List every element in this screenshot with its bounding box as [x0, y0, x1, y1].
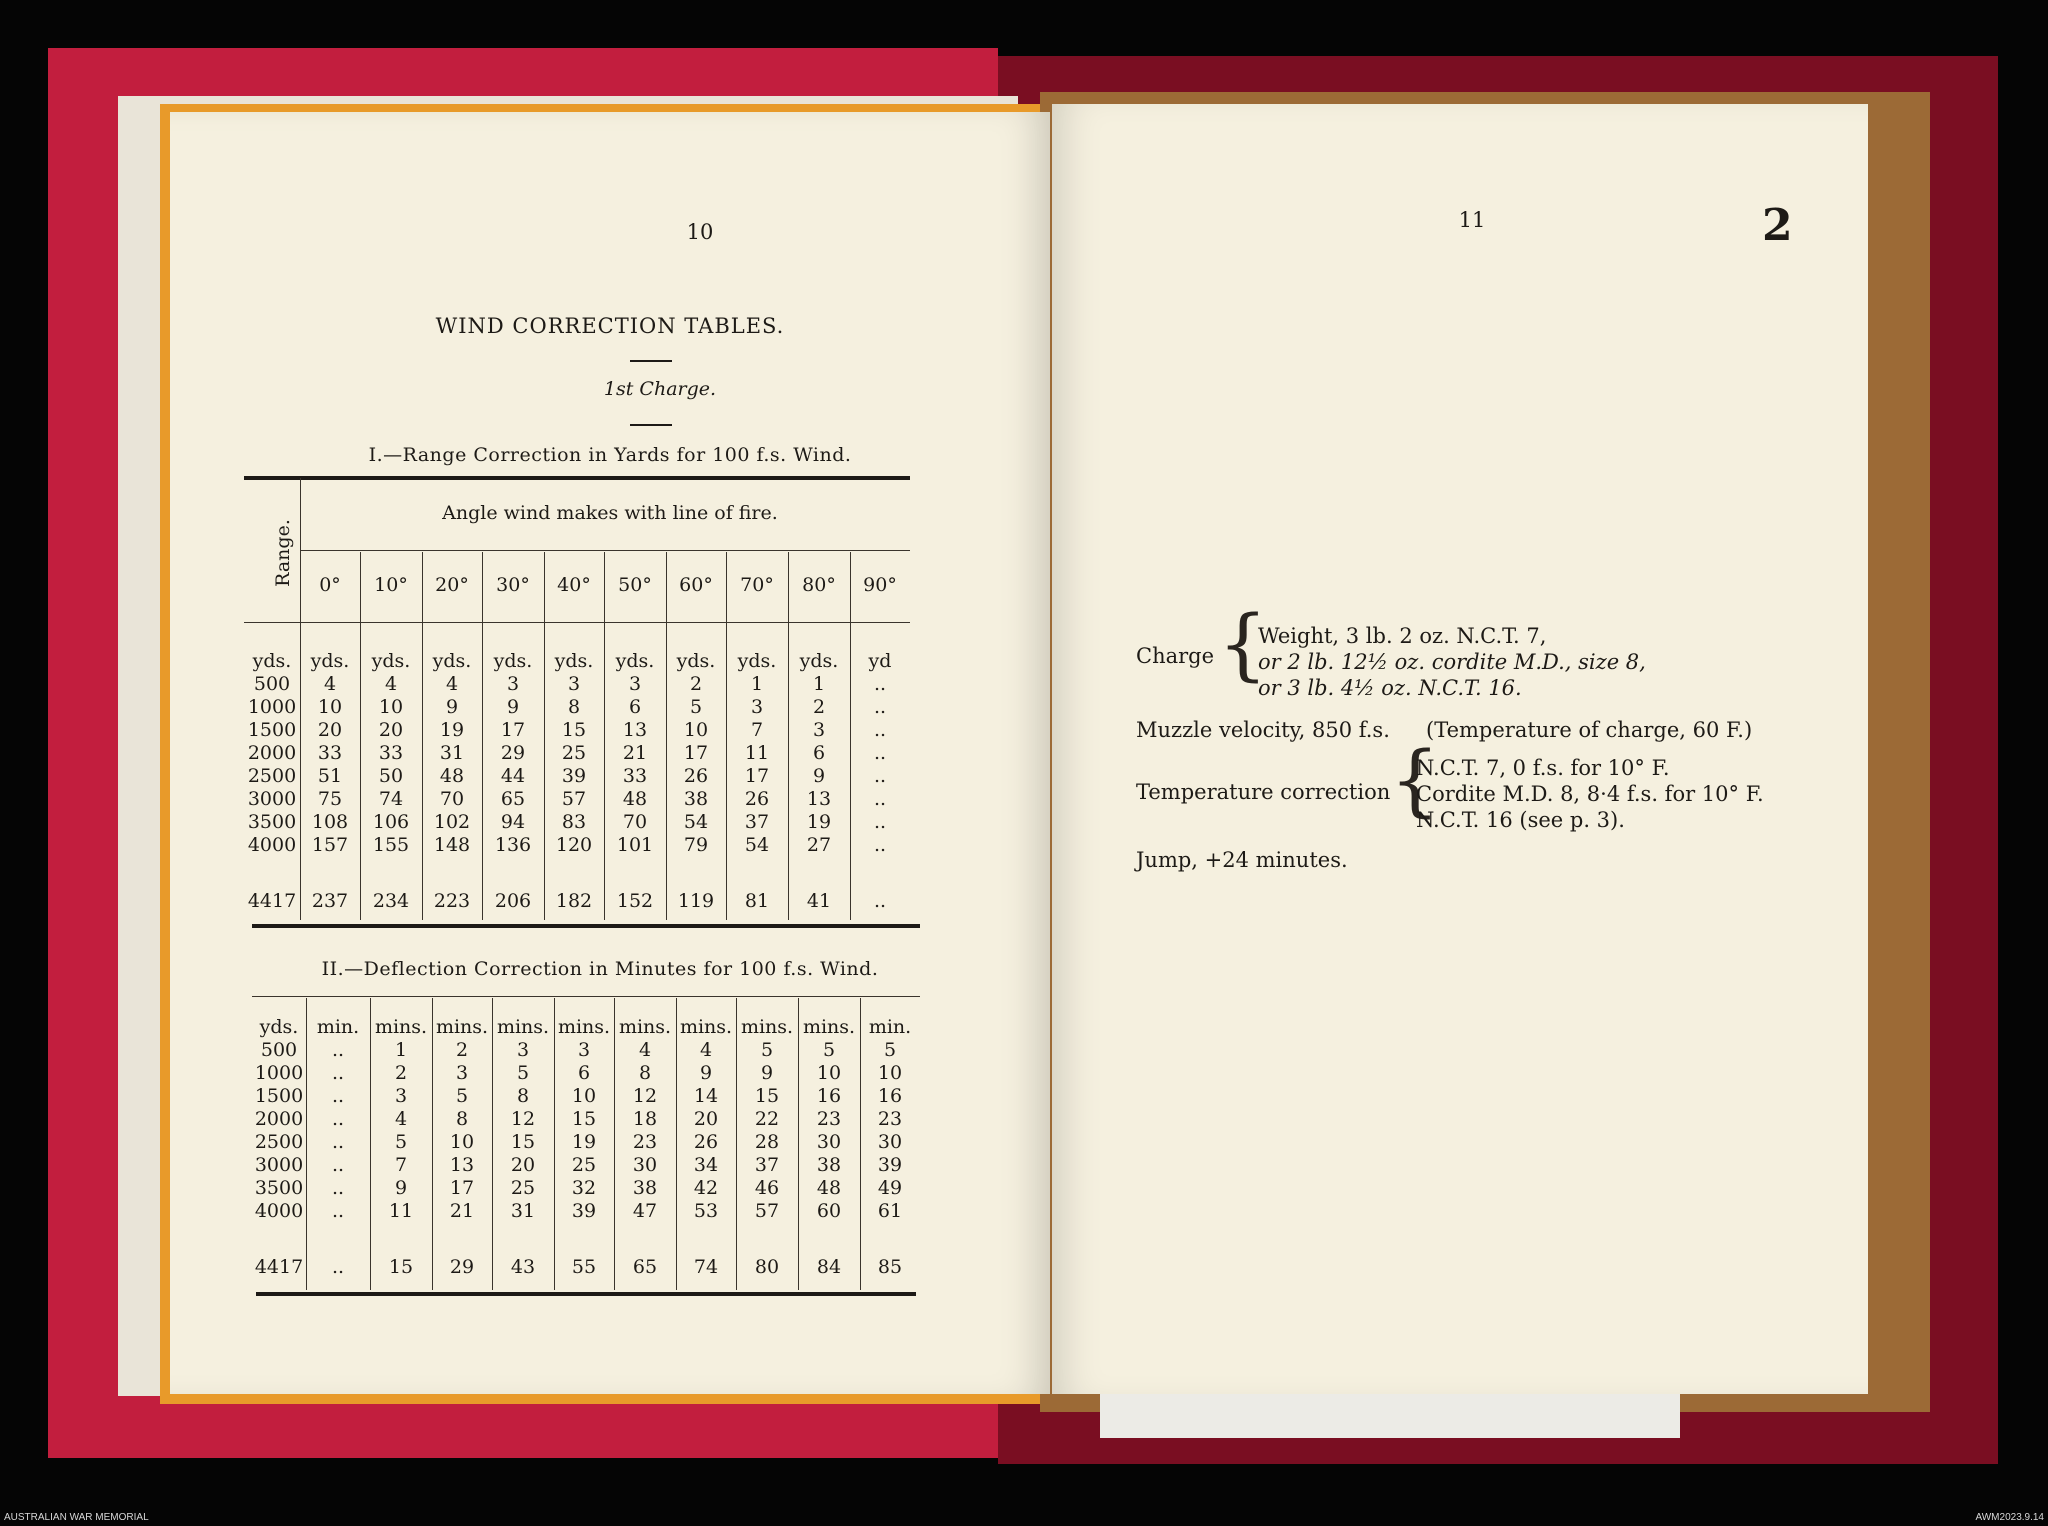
table-cell: mins. [802, 1016, 856, 1038]
table-cell: .. [331, 1131, 345, 1153]
table-row [252, 1177, 920, 1200]
table-cell: 500 [260, 1039, 298, 1061]
table-row [244, 857, 910, 913]
table-cell: 13 [449, 1154, 475, 1176]
table-cell: 4000 [247, 834, 297, 856]
table-cell: .. [331, 1039, 345, 1061]
table-cell: .. [873, 811, 887, 833]
table-row [244, 788, 910, 811]
table-cell: 33 [317, 742, 343, 764]
table-cell: 20 [510, 1154, 536, 1176]
table-cell: 1000 [247, 696, 297, 718]
table-cell: 13 [622, 719, 648, 741]
table-cell: .. [331, 1200, 345, 1222]
table-cell: 25 [561, 742, 587, 764]
table-cell: .. [873, 890, 887, 912]
table-cell: .. [331, 1108, 345, 1130]
table-cell: 28 [754, 1131, 780, 1153]
table-cell: 30 [632, 1154, 658, 1176]
table-cell: 2 [689, 673, 703, 695]
charge-line: or 3 lb. 4½ oz. N.C.T. 16. [1258, 676, 1522, 700]
table-cell: 16 [877, 1085, 903, 1107]
table-cell: 48 [622, 788, 648, 810]
table-cell: 19 [439, 719, 465, 741]
table-cell: 38 [683, 788, 709, 810]
table-cell: 55 [571, 1256, 597, 1278]
table-cell: 4417 [254, 1256, 304, 1278]
table-cell: min. [316, 1016, 360, 1038]
table-cell: .. [873, 765, 887, 787]
muzzle-velocity: Muzzle velocity, 850 f.s. [1136, 718, 1390, 742]
angle-header-cell: 30° [496, 574, 530, 596]
table-cell: 10 [816, 1062, 842, 1084]
table-cell: .. [873, 719, 887, 741]
loose-paper-edge [1100, 1390, 1680, 1438]
table-row [252, 1039, 920, 1062]
table-cell: yds. [676, 650, 716, 672]
range-table-caption: I.—Range Correction in Yards for 100 f.s. Wind. [368, 444, 852, 466]
table-cell: 1000 [254, 1062, 304, 1084]
table-cell: 1500 [247, 719, 297, 741]
table-cell: 6 [812, 742, 826, 764]
table-row [244, 719, 910, 742]
table-cell: 6 [628, 696, 642, 718]
table-cell: 47 [632, 1200, 658, 1222]
table-cell: 9 [394, 1177, 408, 1199]
table-cell: 2 [394, 1062, 408, 1084]
table-cell: 10 [877, 1062, 903, 1084]
table-cell: yds. [252, 650, 292, 672]
table-cell: 38 [816, 1154, 842, 1176]
table-cell: 84 [816, 1256, 842, 1278]
temp-correction-line: Cordite M.D. 8, 8·4 f.s. for 10° F. [1416, 782, 1764, 806]
table-cell: .. [873, 788, 887, 810]
table-cell: 182 [555, 890, 593, 912]
table-cell: 57 [754, 1200, 780, 1222]
table-cell: 19 [806, 811, 832, 833]
table-cell: 9 [760, 1062, 774, 1084]
table-cell: 74 [378, 788, 404, 810]
table-cell: .. [331, 1062, 345, 1084]
range-table-angle-rule [300, 550, 910, 551]
table-cell: mins. [374, 1016, 428, 1038]
table-cell: 17 [744, 765, 770, 787]
table-cell: yds. [371, 650, 411, 672]
range-correction-table [244, 650, 910, 913]
table-cell: 46 [754, 1177, 780, 1199]
table-cell: 22 [754, 1108, 780, 1130]
table-cell: 1 [750, 673, 764, 695]
table-cell: yd [868, 650, 892, 672]
table-cell: 70 [622, 811, 648, 833]
table-cell: mins. [496, 1016, 550, 1038]
table-cell: 9 [699, 1062, 713, 1084]
table-cell: 157 [311, 834, 349, 856]
table-cell: 2 [455, 1039, 469, 1061]
table-row [244, 834, 910, 857]
table-cell: 5 [760, 1039, 774, 1061]
table-cell: 500 [253, 673, 291, 695]
table-cell: yds. [493, 650, 533, 672]
table-cell: yds. [259, 1016, 299, 1038]
angle-header-cell: 0° [319, 574, 341, 596]
table-cell: 50 [378, 765, 404, 787]
deflection-correction-table [252, 1016, 920, 1279]
left-page [170, 112, 1050, 1394]
table-cell: 70 [439, 788, 465, 810]
table-cell: 120 [555, 834, 593, 856]
table-cell: 9 [506, 696, 520, 718]
temp-correction-line: N.C.T. 7, 0 f.s. for 10° F. [1416, 756, 1670, 780]
table-cell: 2500 [247, 765, 297, 787]
table-cell: 2500 [254, 1131, 304, 1153]
table-cell: 5 [394, 1131, 408, 1153]
footer-accession-number: AWM2023.9.14 [1975, 1512, 2044, 1523]
table-row [252, 1131, 920, 1154]
charge-brace: { [1218, 600, 1268, 690]
angle-header: Angle wind makes with line of fire. [442, 502, 778, 524]
table-cell: 237 [311, 890, 349, 912]
table-cell: 38 [632, 1177, 658, 1199]
angle-header-cell: 80° [802, 574, 836, 596]
table-cell: 3 [750, 696, 764, 718]
table-cell: 30 [877, 1131, 903, 1153]
table-cell: 10 [378, 696, 404, 718]
table-cell: mins. [740, 1016, 794, 1038]
table-cell: 25 [510, 1177, 536, 1199]
table-cell: 34 [693, 1154, 719, 1176]
table-cell: 31 [510, 1200, 536, 1222]
table-cell: 65 [632, 1256, 658, 1278]
table-cell: 12 [510, 1108, 536, 1130]
table-row [244, 673, 910, 696]
page-number: 10 [686, 220, 714, 244]
range-table-header-rule [244, 622, 910, 623]
charge-line: Weight, 3 lb. 2 oz. N.C.T. 7, [1258, 624, 1547, 648]
table-cell: 2000 [254, 1108, 304, 1130]
charge-label: Charge [1136, 644, 1215, 668]
table-cell: .. [331, 1256, 345, 1278]
page-number: 11 [1458, 208, 1486, 232]
table-cell: .. [331, 1154, 345, 1176]
table-cell: 41 [806, 890, 832, 912]
table-cell: 42 [693, 1177, 719, 1199]
page-subtitle: 1st Charge. [603, 378, 717, 400]
table-cell: 33 [378, 742, 404, 764]
table-cell: 74 [693, 1256, 719, 1278]
table-cell: 49 [877, 1177, 903, 1199]
table-cell: 6 [577, 1062, 591, 1084]
table-cell: 57 [561, 788, 587, 810]
table-cell: 4 [445, 673, 459, 695]
table-cell: 16 [816, 1085, 842, 1107]
deflection-table-top-rule [252, 996, 920, 997]
table-cell: 85 [877, 1256, 903, 1278]
table-cell: 21 [622, 742, 648, 764]
table-cell: 223 [433, 890, 471, 912]
table-cell: 7 [394, 1154, 408, 1176]
table-cell: 17 [449, 1177, 475, 1199]
table-cell: 3000 [254, 1154, 304, 1176]
table-cell: 5 [516, 1062, 530, 1084]
table-cell: 14 [693, 1085, 719, 1107]
temperature-of-charge: (Temperature of charge, 60 F.) [1426, 718, 1753, 742]
table-cell: 3 [812, 719, 826, 741]
table-cell: 39 [561, 765, 587, 787]
table-cell: yds. [737, 650, 777, 672]
table-cell: 5 [822, 1039, 836, 1061]
table-unit-row [244, 650, 910, 673]
table-cell: 4 [699, 1039, 713, 1061]
table-cell: 12 [632, 1085, 658, 1107]
table-cell: yds. [310, 650, 350, 672]
table-row [244, 696, 910, 719]
table-row [252, 1085, 920, 1108]
table-cell: 19 [571, 1131, 597, 1153]
table-cell: 20 [317, 719, 343, 741]
table-row [252, 1062, 920, 1085]
table-cell: 7 [750, 719, 764, 741]
table-cell: 23 [632, 1131, 658, 1153]
table-cell: 44 [500, 765, 526, 787]
table-cell: 3 [394, 1085, 408, 1107]
table-cell: 119 [677, 890, 715, 912]
table-cell: 152 [616, 890, 654, 912]
table-cell: .. [331, 1085, 345, 1107]
range-table-top-rule [244, 476, 910, 480]
table-row [244, 742, 910, 765]
angle-header-cell: 90° [863, 574, 897, 596]
table-cell: 61 [877, 1200, 903, 1222]
angle-header-cell: 40° [557, 574, 591, 596]
table-cell: 8 [567, 696, 581, 718]
table-cell: 48 [439, 765, 465, 787]
table-cell: yds. [432, 650, 472, 672]
table-cell: 10 [317, 696, 343, 718]
table-cell: 83 [561, 811, 587, 833]
table-cell: 5 [689, 696, 703, 718]
table-cell: .. [331, 1177, 345, 1199]
table-cell: 79 [683, 834, 709, 856]
table-cell: 234 [372, 890, 410, 912]
table-cell: 10 [449, 1131, 475, 1153]
table-cell: 54 [744, 834, 770, 856]
table-row [244, 765, 910, 788]
table-cell: 26 [693, 1131, 719, 1153]
footer-credit: AUSTRALIAN WAR MEMORIAL [4, 1512, 149, 1523]
table-cell: 20 [378, 719, 404, 741]
table-cell: 15 [510, 1131, 536, 1153]
table-row [252, 1108, 920, 1131]
table-cell: 15 [754, 1085, 780, 1107]
temperature-correction-label: Temperature correction [1136, 780, 1391, 804]
table-cell: 3500 [254, 1177, 304, 1199]
table-cell: 27 [806, 834, 832, 856]
table-cell: 108 [311, 811, 349, 833]
table-cell: 4 [394, 1108, 408, 1130]
table-cell: 23 [816, 1108, 842, 1130]
angle-header-cell: 60° [679, 574, 713, 596]
table-cell: .. [873, 673, 887, 695]
table-cell: 2 [812, 696, 826, 718]
table-cell: 26 [744, 788, 770, 810]
table-cell: 5 [455, 1085, 469, 1107]
table-cell: .. [873, 742, 887, 764]
table-cell: 3 [506, 673, 520, 695]
table-cell: 37 [744, 811, 770, 833]
table-cell: 21 [449, 1200, 475, 1222]
table-cell: 11 [744, 742, 770, 764]
temperature-brace: { [1390, 736, 1440, 826]
table-cell: 29 [500, 742, 526, 764]
table-cell: 3500 [247, 811, 297, 833]
table-cell: .. [873, 834, 887, 856]
table-cell: 9 [445, 696, 459, 718]
table-row [252, 1223, 920, 1279]
angle-header-cell: 20° [435, 574, 469, 596]
table-cell: 37 [754, 1154, 780, 1176]
table-cell: 4000 [254, 1200, 304, 1222]
table-cell: 48 [816, 1177, 842, 1199]
table-cell: 43 [510, 1256, 536, 1278]
temp-correction-line: N.C.T. 16 (see p. 3). [1416, 808, 1625, 832]
table-cell: 3 [455, 1062, 469, 1084]
table-cell: 1 [812, 673, 826, 695]
table-cell: 53 [693, 1200, 719, 1222]
table-cell: 94 [500, 811, 526, 833]
table-cell: 15 [561, 719, 587, 741]
table-cell: mins. [557, 1016, 611, 1038]
subtitle-divider [630, 424, 672, 426]
table-cell: 3 [577, 1039, 591, 1061]
range-angle-header-row [300, 574, 910, 597]
table-cell: 148 [433, 834, 471, 856]
table-cell: 9 [812, 765, 826, 787]
table-cell: 2000 [247, 742, 297, 764]
table-cell: 39 [877, 1154, 903, 1176]
table-cell: 106 [372, 811, 410, 833]
table-cell: yds. [615, 650, 655, 672]
table-cell: 5 [883, 1039, 897, 1061]
table-cell: 17 [683, 742, 709, 764]
table-cell: 80 [754, 1256, 780, 1278]
table-cell: 20 [693, 1108, 719, 1130]
table-cell: 32 [571, 1177, 597, 1199]
table-cell: 15 [388, 1256, 414, 1278]
table-cell: 4 [638, 1039, 652, 1061]
table-cell: 8 [638, 1062, 652, 1084]
table-cell: 65 [500, 788, 526, 810]
range-header: Range. [272, 519, 294, 587]
table-cell: 206 [494, 890, 532, 912]
angle-header-cell: 70° [740, 574, 774, 596]
table-cell: 136 [494, 834, 532, 856]
table-cell: 4417 [247, 890, 297, 912]
deflection-table-bottom-rule [256, 1292, 916, 1296]
table-cell: 18 [632, 1108, 658, 1130]
table-cell: 8 [516, 1085, 530, 1107]
table-cell: mins. [679, 1016, 733, 1038]
angle-header-cell: 10° [374, 574, 408, 596]
table-cell: 23 [877, 1108, 903, 1130]
table-cell: 25 [571, 1154, 597, 1176]
table-cell: 29 [449, 1256, 475, 1278]
right-page [1052, 104, 1868, 1394]
table-cell: 33 [622, 765, 648, 787]
table-cell: 3 [567, 673, 581, 695]
table-cell: 10 [571, 1085, 597, 1107]
table-cell: 10 [683, 719, 709, 741]
table-cell: 101 [616, 834, 654, 856]
table-cell: 39 [571, 1200, 597, 1222]
table-cell: 81 [744, 890, 770, 912]
deflection-table-caption: II.—Deflection Correction in Minutes for 100 f.s. Wind. [321, 958, 879, 980]
table-cell: 3 [516, 1039, 530, 1061]
table-cell: 17 [500, 719, 526, 741]
table-cell: 102 [433, 811, 471, 833]
table-cell: 51 [317, 765, 343, 787]
range-table-bottom-rule [252, 924, 920, 928]
charge-line: or 2 lb. 12½ oz. cordite M.D., size 8, [1258, 650, 1646, 674]
table-cell: 8 [455, 1108, 469, 1130]
table-cell: 30 [816, 1131, 842, 1153]
table-cell: 26 [683, 765, 709, 787]
table-cell: 31 [439, 742, 465, 764]
table-cell: 11 [388, 1200, 414, 1222]
table-cell: .. [873, 696, 887, 718]
table-cell: yds. [799, 650, 839, 672]
table-row [244, 811, 910, 834]
table-cell: 4 [384, 673, 398, 695]
table-cell: 1 [394, 1039, 408, 1061]
table-cell: 3000 [247, 788, 297, 810]
jump-note: Jump, +24 minutes. [1136, 848, 1348, 872]
table-row [252, 1154, 920, 1177]
table-cell: 155 [372, 834, 410, 856]
table-cell: 3 [628, 673, 642, 695]
table-cell: mins. [435, 1016, 489, 1038]
table-cell: 13 [806, 788, 832, 810]
table-cell: 75 [317, 788, 343, 810]
table-cell: 1500 [254, 1085, 304, 1107]
table-cell: yds. [554, 650, 594, 672]
sheet-number: 2 [1762, 200, 1793, 251]
table-cell: 54 [683, 811, 709, 833]
table-unit-row [252, 1016, 920, 1039]
table-row [252, 1200, 920, 1223]
table-cell: 60 [816, 1200, 842, 1222]
table-cell: mins. [618, 1016, 672, 1038]
table-cell: 4 [323, 673, 337, 695]
table-cell: 15 [571, 1108, 597, 1130]
page-title: WIND CORRECTION TABLES. [435, 314, 785, 338]
title-divider [630, 360, 672, 362]
table-cell: min. [868, 1016, 912, 1038]
angle-header-cell: 50° [618, 574, 652, 596]
